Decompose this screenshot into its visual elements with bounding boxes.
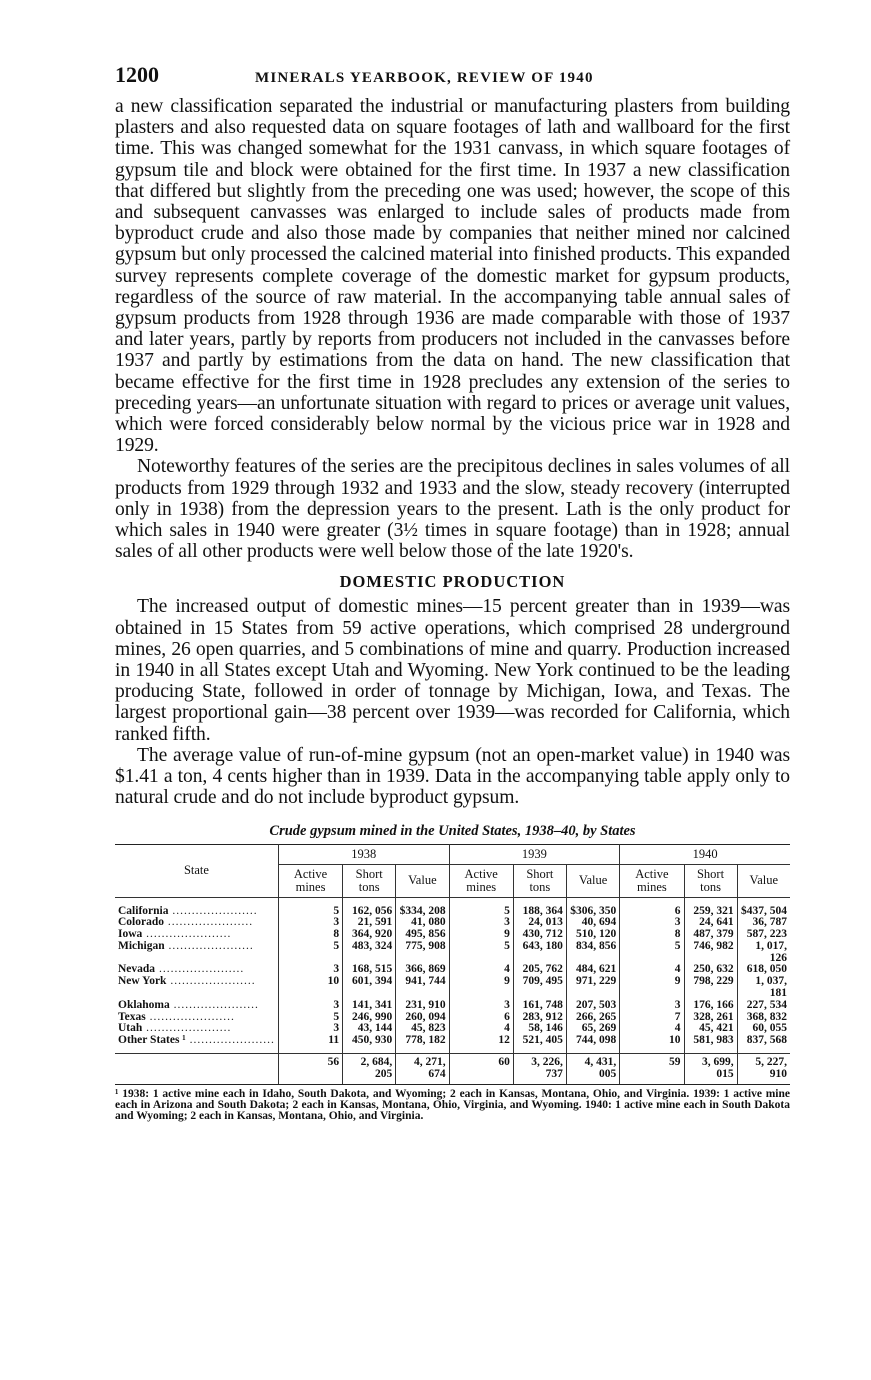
data-cell: 40, 694 (566, 917, 619, 929)
data-cell: 60, 055 (737, 1023, 790, 1035)
document-page (115, 62, 790, 1122)
gypsum-table (115, 844, 790, 1085)
col-active-mines: Active mines (278, 864, 342, 897)
data-cell: 366, 869 (396, 964, 449, 976)
data-cell: 21, 591 (343, 917, 396, 929)
data-cell: 643, 180 (513, 941, 566, 965)
year-header: 1940 (620, 844, 790, 864)
total-cell: 4, 431, 005 (566, 1054, 619, 1085)
data-cell: 283, 912 (513, 1012, 566, 1024)
data-cell: 3 (278, 1023, 342, 1035)
data-cell: 450, 930 (343, 1035, 396, 1053)
total-cell: 2, 684, 205 (343, 1054, 396, 1085)
data-cell: 41, 080 (396, 917, 449, 929)
data-cell: $334, 208 (396, 897, 449, 917)
body-paragraph: The increased output of domestic mines—15 percent greater than in 1939—was obtained in 15 States from 59 active operations, which comprised 28 underground mines, 26 open quarries, and 5 combinations of mine and quarry. Production increased in 1940 in all States except Utah and Wyoming. New York continued to be the leading producing State, followed in order of tonnage by Michigan, Iowa, and Texas. The largest proportional gain—38 percent over 1939—was recorded for California, which ranked fifth. (115, 596, 790, 745)
year-header: 1938 (278, 844, 449, 864)
data-cell: 430, 712 (513, 929, 566, 941)
state-name-cell: Colorado ..... (115, 917, 278, 929)
data-cell: 3 (278, 964, 342, 976)
data-cell: 188, 364 (513, 897, 566, 917)
col-value: Value (737, 864, 790, 897)
data-cell: 161, 748 (513, 1000, 566, 1012)
data-cell: 618, 050 (737, 964, 790, 976)
total-row (115, 1054, 790, 1085)
data-cell: 4 (620, 1023, 684, 1035)
state-name-cell: California ..... (115, 897, 278, 917)
data-cell: 24, 013 (513, 917, 566, 929)
data-cell: 3 (449, 917, 513, 929)
col-value: Value (396, 864, 449, 897)
running-header (115, 62, 790, 96)
data-cell: 328, 261 (684, 1012, 737, 1024)
data-cell: 4 (449, 1023, 513, 1035)
table-footnote: ¹ 1938: 1 active mine each in Idaho, South Dakota, and Wyoming; 2 each in Kansas, Montana, Ohio, and Virginia. 1939: 1 active mine each in Arizona and South Dakota; 2 each in Kansas, Montana, Ohio, Virginia, and Wyoming. 1940: 1 active mine each in South Dakota and Wyoming; 2 each in Kansas, Montana, Ohio, and Virginia. (115, 1087, 790, 1122)
data-cell: 259, 321 (684, 897, 737, 917)
data-cell: 266, 265 (566, 1012, 619, 1024)
section-heading: DOMESTIC PRODUCTION (339, 572, 566, 592)
data-cell: 45, 421 (684, 1023, 737, 1035)
data-cell: 364, 920 (343, 929, 396, 941)
data-cell: 65, 269 (566, 1023, 619, 1035)
data-cell: 231, 910 (396, 1000, 449, 1012)
state-column-header: State (115, 844, 278, 897)
data-cell: 141, 341 (343, 1000, 396, 1012)
data-cell: 775, 908 (396, 941, 449, 965)
data-cell: 11 (278, 1035, 342, 1053)
data-cell: 168, 515 (343, 964, 396, 976)
data-cell: 837, 568 (737, 1035, 790, 1053)
data-cell: $306, 350 (566, 897, 619, 917)
table-row (115, 1035, 790, 1053)
col-short-tons: Short tons (684, 864, 737, 897)
table-body (115, 897, 790, 1084)
data-cell: 43, 144 (343, 1023, 396, 1035)
data-cell: 207, 503 (566, 1000, 619, 1012)
data-cell: 487, 379 (684, 929, 737, 941)
data-cell: 6 (620, 897, 684, 917)
state-name-cell: Other States ¹ ..... (115, 1035, 278, 1053)
data-cell: 3 (278, 917, 342, 929)
col-short-tons: Short tons (513, 864, 566, 897)
data-cell: 7 (620, 1012, 684, 1024)
data-cell: 8 (620, 929, 684, 941)
data-cell: 5 (278, 941, 342, 965)
data-cell: 9 (449, 929, 513, 941)
data-cell: 798, 229 (684, 976, 737, 1000)
total-cell: 5, 227, 910 (737, 1054, 790, 1085)
data-cell: 971, 229 (566, 976, 619, 1000)
data-cell: 834, 856 (566, 941, 619, 965)
data-cell: 162, 056 (343, 897, 396, 917)
data-cell: 778, 182 (396, 1035, 449, 1053)
state-name-cell: Oklahoma ..... (115, 1000, 278, 1012)
state-name-cell: New York ..... (115, 976, 278, 1000)
data-cell: 3 (449, 1000, 513, 1012)
total-cell: 60 (449, 1054, 513, 1085)
data-cell: 581, 983 (684, 1035, 737, 1053)
table-row (115, 929, 790, 941)
state-name-cell: Iowa ..... (115, 929, 278, 941)
body-paragraph: The average value of run-of-mine gypsum (not an open-market value) in 1940 was $1.41 a ton, 4 cents higher than in 1939. Data in the accompanying table apply only to natural crude and do not include byproduct gypsum. (115, 744, 790, 809)
page-number: 1200 (115, 62, 159, 87)
table-caption: Crude gypsum mined in the United States, 1938–40, by States (269, 822, 636, 839)
data-cell: 1, 017, 126 (737, 941, 790, 965)
data-cell: 176, 166 (684, 1000, 737, 1012)
data-cell: 5 (278, 897, 342, 917)
data-cell: 744, 098 (566, 1035, 619, 1053)
data-cell: 9 (620, 976, 684, 1000)
data-cell: 4 (449, 964, 513, 976)
data-cell: 510, 120 (566, 929, 619, 941)
table-row (115, 941, 790, 965)
data-cell: 3 (620, 917, 684, 929)
data-cell: 9 (449, 976, 513, 1000)
data-cell: 250, 632 (684, 964, 737, 976)
data-cell: 521, 405 (513, 1035, 566, 1053)
data-cell: 8 (278, 929, 342, 941)
table-row (115, 964, 790, 976)
data-cell: 368, 832 (737, 1012, 790, 1024)
data-cell: 5 (278, 1012, 342, 1024)
table-row (115, 917, 790, 929)
data-cell: 10 (278, 976, 342, 1000)
data-cell: 5 (620, 941, 684, 965)
data-cell: 227, 534 (737, 1000, 790, 1012)
data-cell: 3 (278, 1000, 342, 1012)
data-cell: 58, 146 (513, 1023, 566, 1035)
data-cell: 12 (449, 1035, 513, 1053)
table-row (115, 1012, 790, 1024)
data-cell: 5 (449, 941, 513, 965)
data-cell: 483, 324 (343, 941, 396, 965)
data-cell: 1, 037, 181 (737, 976, 790, 1000)
data-cell: 36, 787 (737, 917, 790, 929)
table-row (115, 1000, 790, 1012)
total-cell: 4, 271, 674 (396, 1054, 449, 1085)
data-cell: 246, 990 (343, 1012, 396, 1024)
data-cell: 601, 394 (343, 976, 396, 1000)
data-cell: 5 (449, 897, 513, 917)
data-cell: 260, 094 (396, 1012, 449, 1024)
table-row (115, 897, 790, 917)
data-cell: 3 (620, 1000, 684, 1012)
total-cell: 56 (278, 1054, 342, 1085)
col-value: Value (566, 864, 619, 897)
state-name-cell: Michigan ..... (115, 941, 278, 965)
data-cell: 495, 856 (396, 929, 449, 941)
data-cell: 205, 762 (513, 964, 566, 976)
state-name-cell: Utah ..... (115, 1023, 278, 1035)
data-cell: 4 (620, 964, 684, 976)
data-cell: 746, 982 (684, 941, 737, 965)
data-cell: 10 (620, 1035, 684, 1053)
data-cell: 45, 823 (396, 1023, 449, 1035)
data-cell: $437, 504 (737, 897, 790, 917)
table-row (115, 1023, 790, 1035)
data-cell: 6 (449, 1012, 513, 1024)
total-cell: 3, 226, 737 (513, 1054, 566, 1085)
total-label-cell (115, 1054, 278, 1085)
data-cell: 24, 641 (684, 917, 737, 929)
table-row (115, 976, 790, 1000)
col-short-tons: Short tons (343, 864, 396, 897)
col-active-mines: Active mines (620, 864, 684, 897)
data-cell: 941, 744 (396, 976, 449, 1000)
data-cell: 484, 621 (566, 964, 619, 976)
body-paragraph: a new classification separated the industrial or manufacturing plasters from building plasters and also requested data on square footages of lath and wallboard for the first time. This was changed somewhat for the 1931 canvass, in which square footages of gypsum tile and block were obtained for the first time. In 1937 a new classification that differed but slightly from the preceding one was used; however, the scope of this and subsequent canvasses was enlarged to include sales of products made from byproduct crude and also those made by companies that neither mined nor calcined gypsum but only processed the calcined material into finished products. This expanded survey represents complete coverage of the domestic market for gypsum products, regardless of the source of raw material. In the accompanying table annual sales of gypsum products from 1928 through 1936 are made comparable with those of 1937 and later years, partly by reports from producers not included in the canvasses before 1937 and partly by estimations from the data on hand. The new classification that became effective for the first time in 1928 precludes any extension of the series to preceding years—an unfortunate situation with regard to prices or average unit values, which were forced considerably below normal by the vicious price war in 1928 and 1929. (115, 96, 790, 457)
data-cell: 709, 495 (513, 976, 566, 1000)
data-cell: 587, 223 (737, 929, 790, 941)
year-header: 1939 (449, 844, 620, 864)
col-active-mines: Active mines (449, 864, 513, 897)
state-name-cell: Texas ..... (115, 1012, 278, 1024)
total-cell: 59 (620, 1054, 684, 1085)
body-paragraph: Noteworthy features of the series are the precipitous declines in sales volumes of all products from 1929 through 1932 and 1933 and the slow, steady recovery (interrupted only in 1938) from the depression years to the present. Lath is the only product for which sales in 1940 were greater (3½ times in square footage) than in 1928; annual sales of all other products were well below those of the late 1920's. (115, 456, 790, 563)
state-name-cell: Nevada ..... (115, 964, 278, 976)
total-cell: 3, 699, 015 (684, 1054, 737, 1085)
running-title: MINERALS YEARBOOK, REVIEW OF 1940 (255, 70, 594, 86)
